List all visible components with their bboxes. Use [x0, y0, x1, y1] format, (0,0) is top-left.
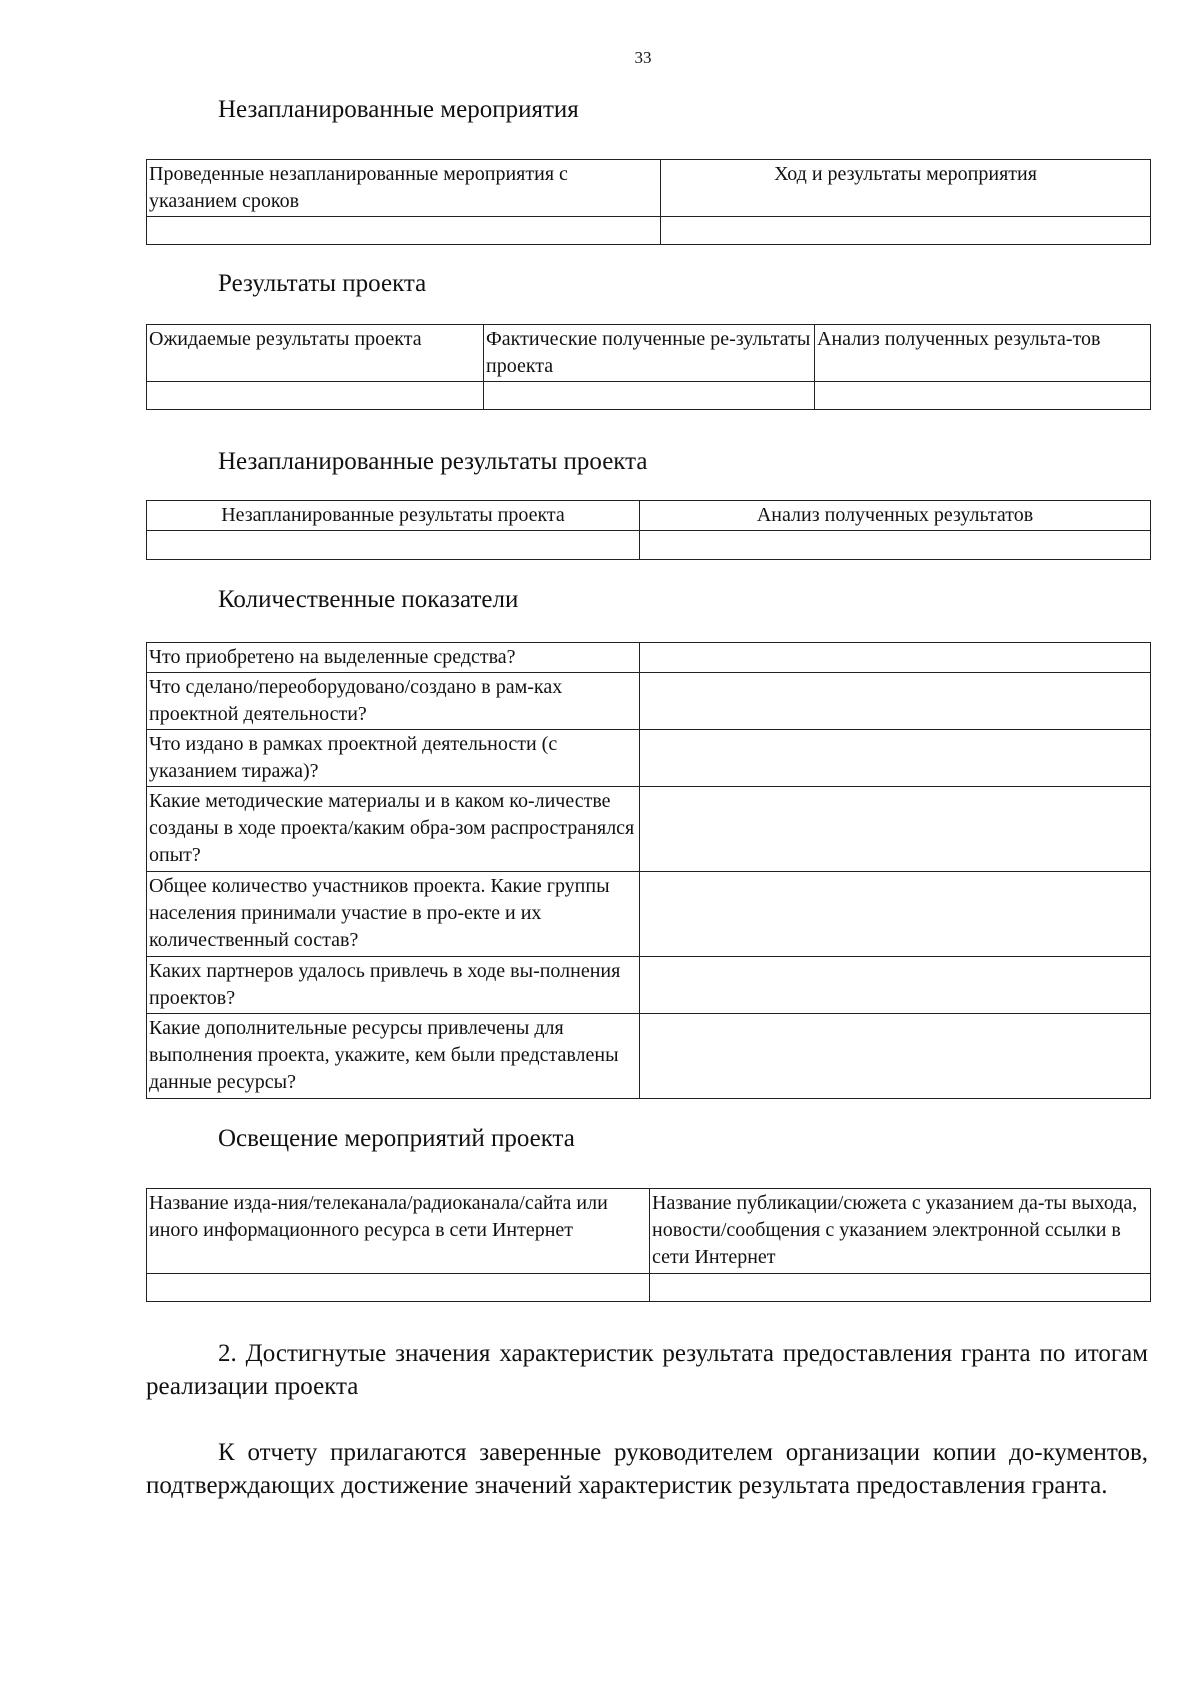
table-row	[147, 872, 1151, 957]
quantitative-table	[146, 642, 1151, 1099]
header-cell: Название изда-ния/телеканала/радиоканала/сайта или иного информационного ресурса в сети Интернет	[147, 1189, 650, 1274]
empty-cell[interactable]	[484, 382, 815, 410]
header-cell: Название публикации/сюжета с указанием да-ты выхода, новости/сообщения с указанием электронной ссылки в сети Интернет	[650, 1189, 1151, 1274]
paragraph-text: К отчету прилагаются заверенные руководителем организации копии до-кументов, подтверждающих достижение значений характеристик результата предоставления гранта.	[146, 1439, 1148, 1499]
empty-cell[interactable]	[147, 1274, 650, 1302]
page-number: 33	[634, 48, 652, 67]
empty-cell[interactable]	[815, 382, 1151, 410]
table-row	[147, 217, 1151, 245]
table-header-row	[147, 1189, 1151, 1274]
answer-cell[interactable]	[640, 673, 1151, 730]
question-cell: Какие дополнительные ресурсы привлечены для выполнения проекта, укажите, кем были представлены данные ресурсы?	[147, 1014, 640, 1099]
header-cell: Ход и результаты мероприятия	[661, 160, 1151, 217]
question-cell: Что сделано/переоборудовано/создано в рам-ках проектной деятельности?	[147, 673, 640, 730]
unplanned-results-table	[146, 500, 1151, 560]
question-cell: Общее количество участников проекта. Какие группы населения принимали участие в про-екте и их количественный состав?	[147, 872, 640, 957]
answer-cell[interactable]	[640, 787, 1151, 872]
table-row	[147, 382, 1151, 410]
header-cell: Проведенные незапланированные мероприятия с указанием сроков	[147, 160, 661, 217]
table-row	[147, 673, 1151, 730]
table-header-row	[147, 325, 1151, 382]
table-row	[147, 957, 1151, 1014]
section-title-quantitative: Количественные показатели	[218, 586, 519, 613]
question-cell: Каких партнеров удалось привлечь в ходе вы-полнения проектов?	[147, 957, 640, 1014]
table-row	[147, 1014, 1151, 1099]
table-row	[147, 1274, 1151, 1302]
media-coverage-table	[146, 1188, 1151, 1302]
empty-cell[interactable]	[661, 217, 1151, 245]
answer-cell[interactable]	[640, 730, 1151, 787]
empty-cell[interactable]	[640, 531, 1151, 560]
header-cell: Анализ полученных результа-тов	[815, 325, 1151, 382]
empty-cell[interactable]	[147, 531, 640, 560]
answer-cell[interactable]	[640, 1014, 1151, 1099]
header-cell: Ожидаемые результаты проекта	[147, 325, 484, 382]
table-row	[147, 643, 1151, 673]
empty-cell[interactable]	[650, 1274, 1151, 1302]
question-cell: Что издано в рамках проектной деятельности (с указанием тиража)?	[147, 730, 640, 787]
answer-cell[interactable]	[640, 872, 1151, 957]
section-title-unplanned-events: Незапланированные мероприятия	[218, 96, 579, 123]
unplanned-events-table	[146, 159, 1151, 245]
empty-cell[interactable]	[147, 217, 661, 245]
header-cell: Незапланированные результаты проекта	[147, 501, 640, 531]
table-row	[147, 730, 1151, 787]
paragraph-attachment	[146, 1436, 1148, 1502]
question-cell: Что приобретено на выделенные средства?	[147, 643, 640, 673]
header-cell: Фактические полученные ре-зультаты проекта	[484, 325, 815, 382]
table-row	[147, 787, 1151, 872]
table-row	[147, 531, 1151, 560]
empty-cell[interactable]	[147, 382, 484, 410]
table-header-row	[147, 501, 1151, 531]
section-title-unplanned-results: Незапланированные результаты проекта	[218, 448, 648, 475]
header-cell: Анализ полученных результатов	[640, 501, 1151, 531]
section-title-project-results: Результаты проекта	[218, 270, 427, 297]
project-results-table	[146, 324, 1151, 410]
section-title-media-coverage: Освещение мероприятий проекта	[218, 1125, 575, 1152]
answer-cell[interactable]	[640, 957, 1151, 1014]
answer-cell[interactable]	[640, 643, 1151, 673]
question-cell: Какие методические материалы и в каком ко-личестве созданы в ходе проекта/каким обра-зом распространялся опыт?	[147, 787, 640, 872]
paragraph-achieved-values	[146, 1337, 1148, 1403]
table-header-row	[147, 160, 1151, 217]
paragraph-text: 2. Достигнутые значения характеристик результата предоставления гранта по итогам реализации проекта	[146, 1340, 1148, 1400]
